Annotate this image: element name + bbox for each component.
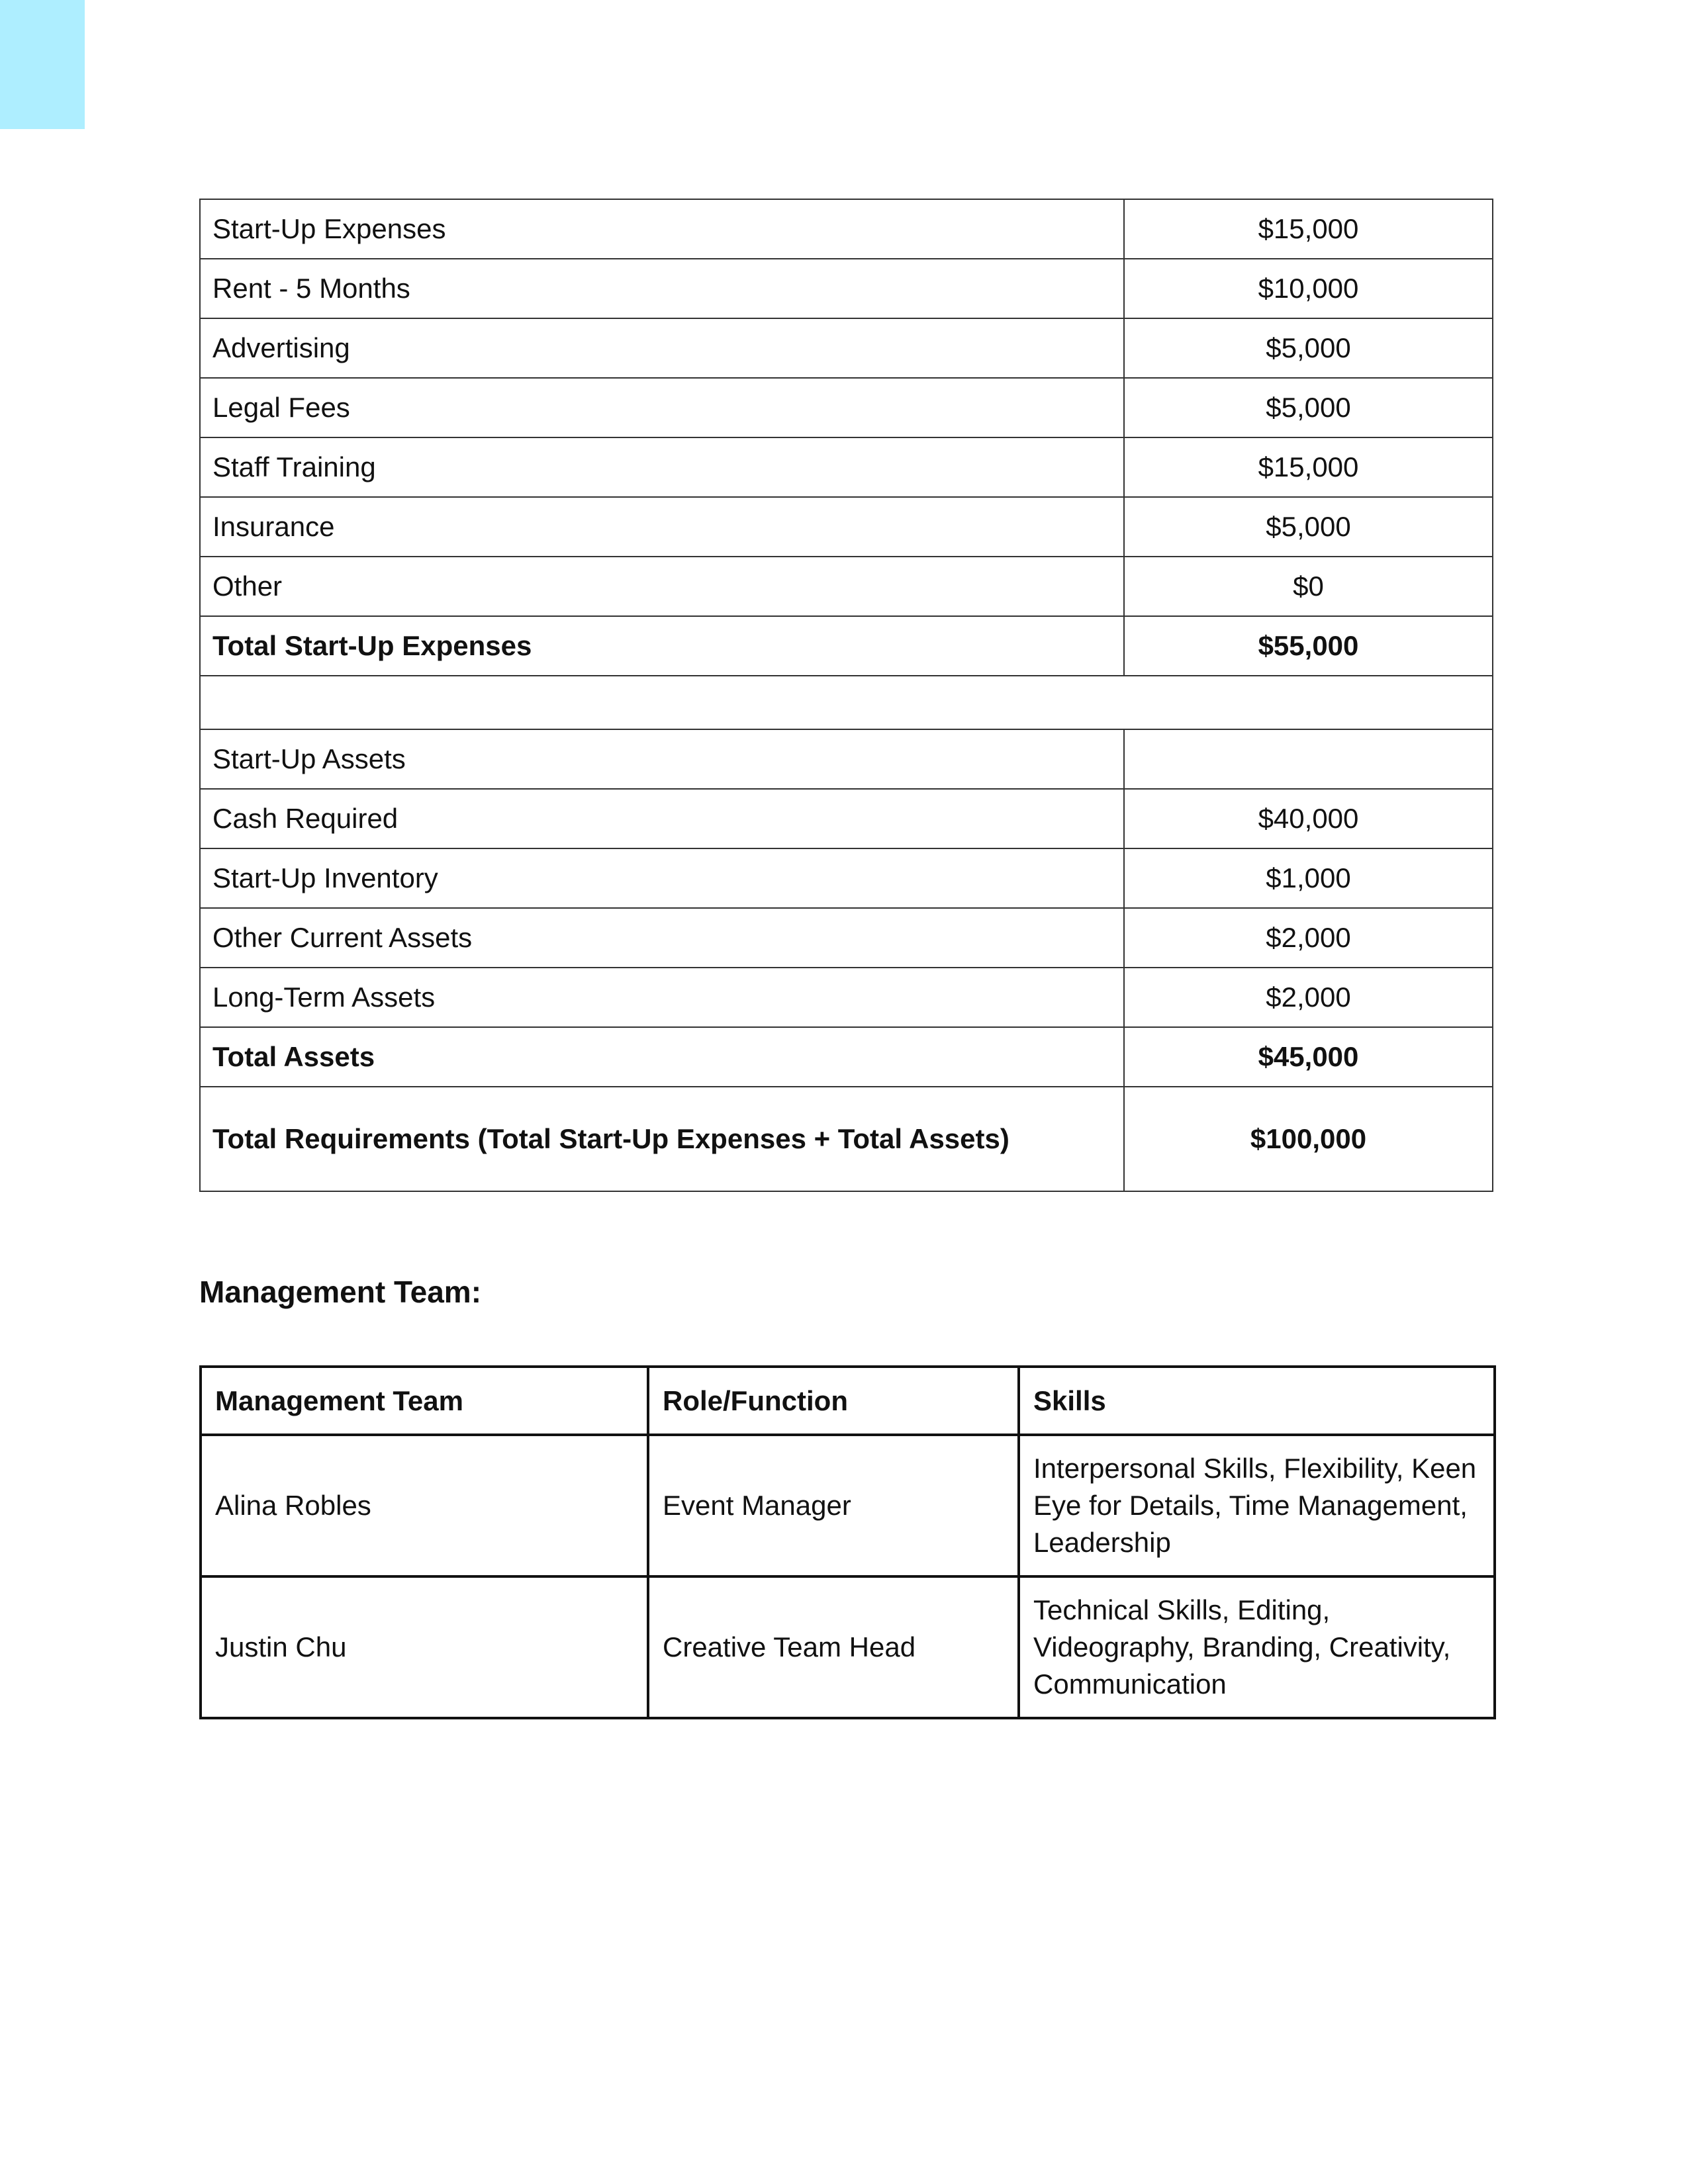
total-assets-label: Total Assets (200, 1027, 1124, 1087)
table-row (200, 908, 1493, 968)
table-row (200, 437, 1493, 497)
expense-amount: $10,000 (1124, 259, 1493, 318)
asset-amount: $40,000 (1124, 789, 1493, 848)
total-requirements-row (200, 1087, 1493, 1191)
expense-amount: $15,000 (1124, 437, 1493, 497)
total-requirements-amount: $100,000 (1124, 1087, 1493, 1191)
table-row (200, 968, 1493, 1027)
table-row (201, 1576, 1495, 1718)
total-assets-amount: $45,000 (1124, 1027, 1493, 1087)
total-expenses-label: Total Start-Up Expenses (200, 616, 1124, 676)
asset-amount: $2,000 (1124, 968, 1493, 1027)
expense-label: Insurance (200, 497, 1124, 557)
asset-amount: $2,000 (1124, 908, 1493, 968)
management-team-table (199, 1365, 1496, 1719)
asset-label: Start-Up Inventory (200, 848, 1124, 908)
management-heading: Management Team: (199, 1275, 482, 1309)
expense-amount: $0 (1124, 557, 1493, 616)
expense-amount: $15,000 (1124, 199, 1493, 259)
corner-color-block (0, 0, 85, 129)
table-row (200, 318, 1493, 378)
assets-header-label: Start-Up Assets (200, 729, 1124, 789)
expense-label: Other (200, 557, 1124, 616)
expense-label: Advertising (200, 318, 1124, 378)
expense-amount: $5,000 (1124, 318, 1493, 378)
expense-label: Rent - 5 Months (200, 259, 1124, 318)
member-skills: Technical Skills, Editing, Videography, Branding, Creativity, Communication (1019, 1576, 1495, 1718)
total-requirements-label: Total Requirements (Total Start-Up Expenses + Total Assets) (200, 1087, 1124, 1191)
assets-header-amount (1124, 729, 1493, 789)
expense-label: Staff Training (200, 437, 1124, 497)
spacer-cell (200, 676, 1493, 729)
assets-header-row (200, 729, 1493, 789)
asset-label: Cash Required (200, 789, 1124, 848)
startup-budget-table (199, 199, 1493, 1192)
asset-label: Other Current Assets (200, 908, 1124, 968)
member-role: Creative Team Head (648, 1576, 1019, 1718)
asset-label: Long-Term Assets (200, 968, 1124, 1027)
table-row (200, 497, 1493, 557)
total-assets-row (200, 1027, 1493, 1087)
column-header-team: Management Team (201, 1367, 648, 1435)
member-name: Alina Robles (201, 1435, 648, 1576)
table-row (200, 848, 1493, 908)
member-name: Justin Chu (201, 1576, 648, 1718)
column-header-role: Role/Function (648, 1367, 1019, 1435)
table-row (200, 378, 1493, 437)
table-row (200, 557, 1493, 616)
member-skills: Interpersonal Skills, Flexibility, Keen Eye for Details, Time Management, Leadership (1019, 1435, 1495, 1576)
table-row (200, 789, 1493, 848)
spacer-row (200, 676, 1493, 729)
asset-amount: $1,000 (1124, 848, 1493, 908)
table-row (201, 1435, 1495, 1576)
expense-amount: $5,000 (1124, 378, 1493, 437)
column-header-skills: Skills (1019, 1367, 1495, 1435)
total-expenses-amount: $55,000 (1124, 616, 1493, 676)
table-row (200, 199, 1493, 259)
expense-label: Start-Up Expenses (200, 199, 1124, 259)
expense-amount: $5,000 (1124, 497, 1493, 557)
table-header-row (201, 1367, 1495, 1435)
expense-label: Legal Fees (200, 378, 1124, 437)
member-role: Event Manager (648, 1435, 1019, 1576)
total-expenses-row (200, 616, 1493, 676)
table-row (200, 259, 1493, 318)
